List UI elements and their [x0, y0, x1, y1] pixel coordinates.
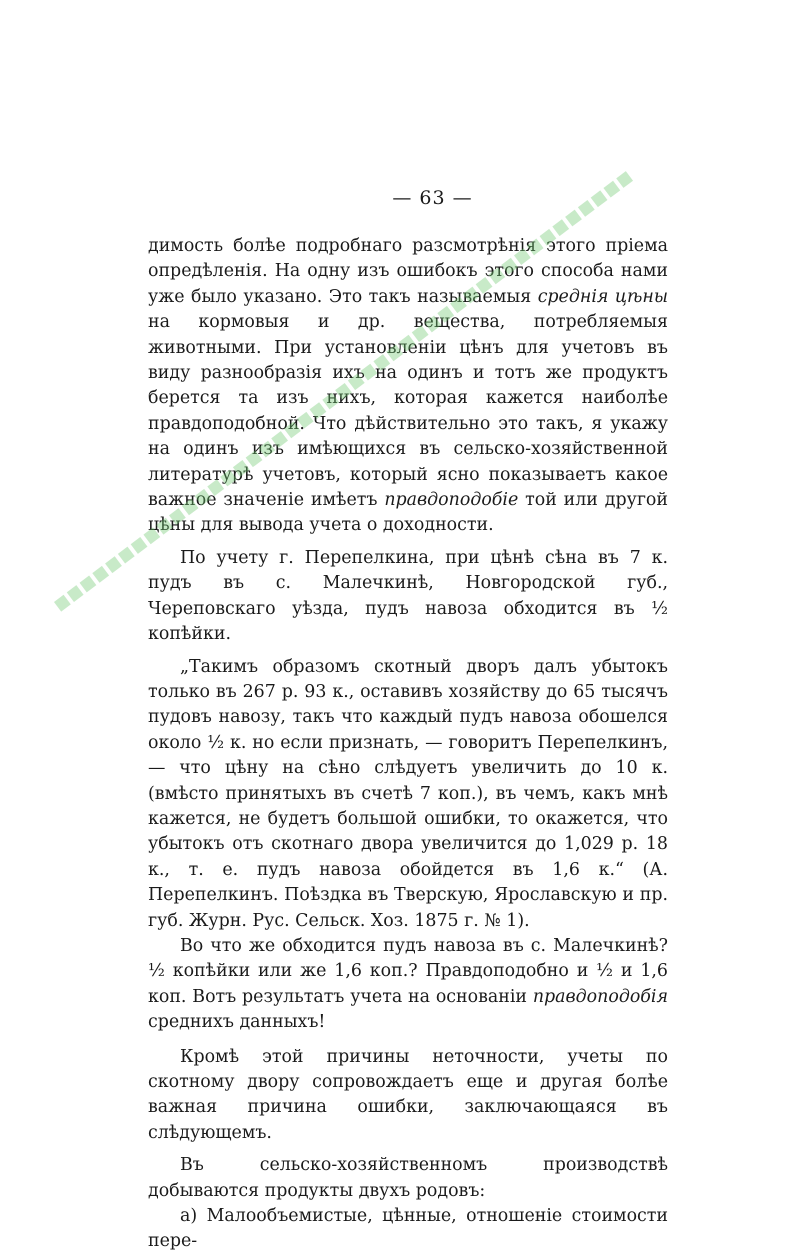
paragraph-4 [148, 934, 668, 1036]
paragraph-1-text-a: димость болѣе подробнаго разсмотрѣнія этого пріема опредѣленія. На одну изъ ошибокъ этого способа нами уже было указано. Это такъ называемыя [148, 236, 668, 307]
paragraph-1-text-b: на кормовыя и др. вещества, потребляемыя животными. При установленіи цѣнъ для учетовъ въ виду разнообразія ихъ на одинъ и тотъ же продуктъ берется та изъ нихъ, которая кажется наиболѣе правдоподобной. Что дѣйствительно это такъ, я укажу на одинъ изъ имѣющихся въ сельско-хозяйственной литературѣ учетовъ, который ясно показываетъ какое важное значеніе имѣетъ [148, 312, 668, 511]
watermark-cell [54, 595, 71, 612]
paragraph-2: По учету г. Перепелкина, при цѣнѣ сѣна въ 7 к. пудъ въ с. Малечкинѣ, Новгородской губ., Череповскаго уѣзда, пудъ навоза обходится въ ½ копѣйки. [148, 547, 668, 645]
paragraph-1-italic-b: правдоподобіе [384, 490, 519, 511]
page-number: — 63 — [392, 187, 473, 209]
watermark-cell [92, 566, 109, 583]
paragraph-4-text-b: среднихъ данныхъ! [148, 1012, 326, 1033]
watermark-cell [616, 171, 633, 188]
paragraph-7: а) Малообъемистые, цѣнные, отношеніе стоимости пере- [148, 1206, 668, 1252]
watermark-cell [118, 547, 135, 564]
paragraph-4-text-a: Во что же обходится пудъ навоза въ с. Малечкинѣ? ½ копѣйки или же 1,6 коп.? Правдоподобно и ½ и 1,6 коп. Вотъ результатъ учета на основаніи [148, 935, 668, 1007]
paragraph-1-text-c: той или другой цѣны для вывода учета о доходности. [148, 490, 668, 536]
paragraph-1 [148, 234, 668, 539]
paragraph-5: Кромѣ этой причины неточности, учеты по скотному двору сопровождаетъ еще и другая болѣе важная причина ошибки, заключающаяся въ слѣдующемъ. [148, 1046, 668, 1143]
paragraph-3-quote: „Такимъ образомъ скотный дворъ далъ убытокъ только въ 267 р. 93 к., оставивъ хозяйству до 65 тысячъ пудовъ навозу, такъ что каждый пудъ навоза обошелся около ½ к. но если признать, — говоритъ Перепелкинъ, — что цѣну на сѣно слѣдуетъ увеличить до 10 к. (вмѣсто принятыхъ въ счетѣ 7 коп.), въ чемъ, какъ мнѣ кажется, не будетъ большой ошибки, то окажется, что убытокъ отъ скотнаго двора увеличится до 1,029 р. 18 к., т. е. пудъ навоза обойдется въ 1,6 к.“ (А. Перепелкинъ. Поѣздка въ Тверскую, Ярославскую и пр. губ. Журн. Рус. Сельск. Хоз. 1875 г. № 1). [148, 656, 668, 931]
watermark-cell [80, 576, 97, 593]
watermark-cell [565, 210, 582, 227]
paragraph-6: Въ сельско-хозяйственномъ производствѣ добываются продукты двухъ родовъ: [148, 1155, 668, 1201]
body-text [148, 234, 668, 1255]
watermark-cell [67, 585, 84, 602]
watermark-cell [131, 537, 148, 554]
paragraph-4-italic: правдоподобія [532, 986, 668, 1007]
watermark-cell [105, 556, 122, 573]
paragraph-1-italic-a: среднія цѣны [537, 286, 669, 307]
